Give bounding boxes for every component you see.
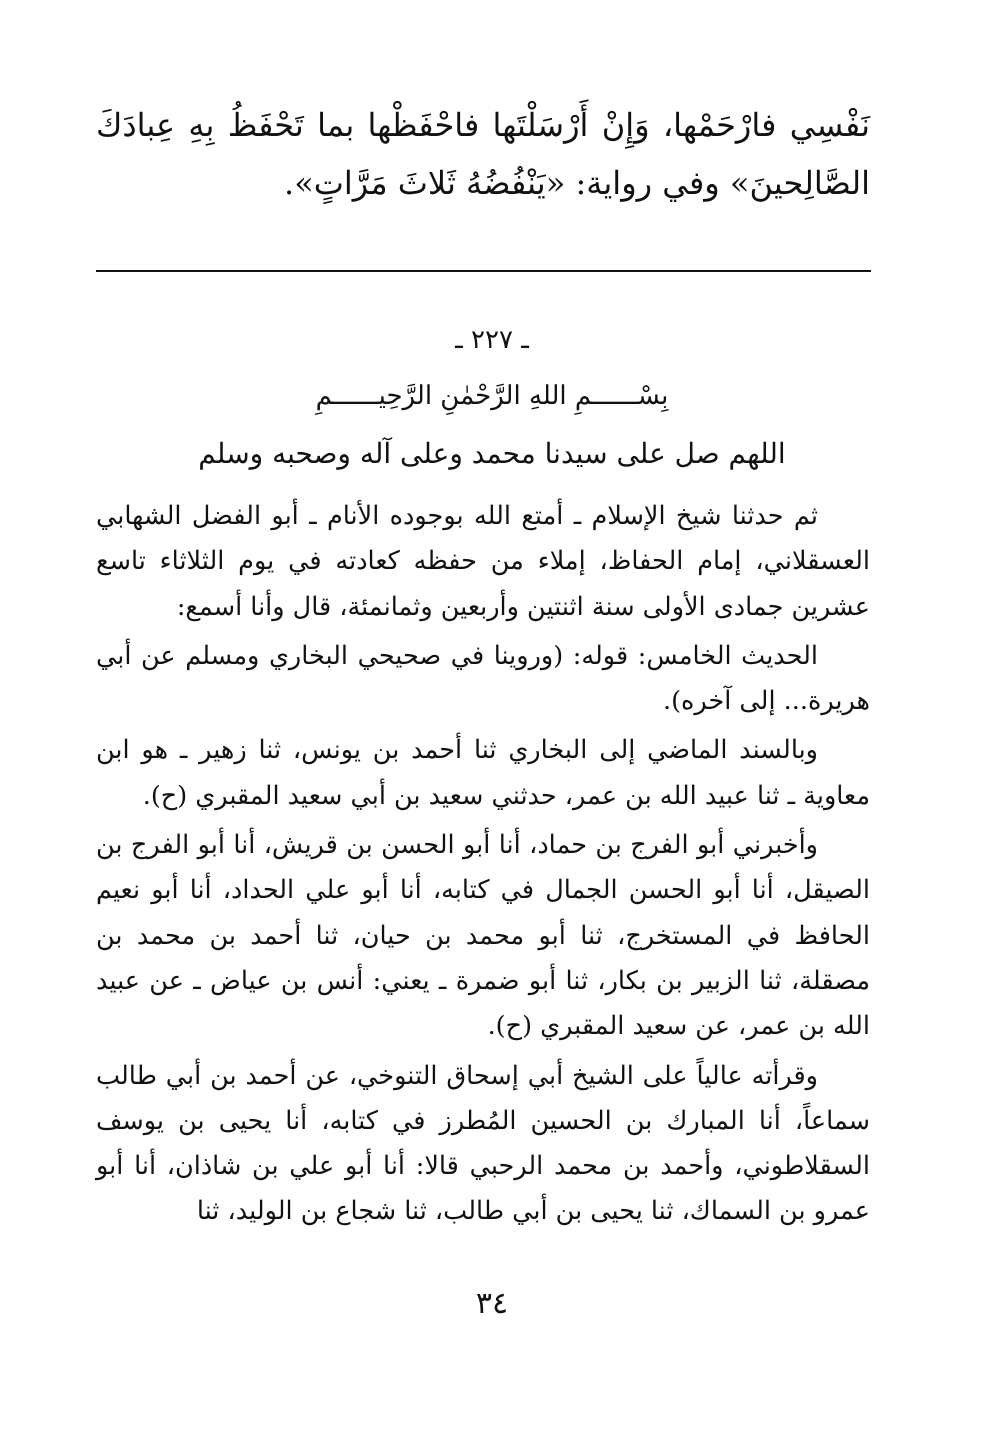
paragraph: ثم حدثنا شيخ الإسلام ـ أمتع الله بوجوده الأنام ـ أبو الفضل الشهابي العسقلاني، إمام الحفاظ، إملاء من حفظه كعادته في يوم الثلاثاء تاسع عشرين جمادى الأولى سنة اثنتين وأربعين وثمانمئة، قال وأنا أسمع: — [96, 501, 870, 622]
basmala-heading: بِسْــــــمِ اللهِ الرَّحْمٰنِ الرَّحِيــــــمِ — [315, 381, 669, 411]
main-text — [96, 494, 870, 1239]
paragraph: وبالسند الماضي إلى البخاري ثنا أحمد بن يونس، ثنا زهير ـ هو ابن معاوية ـ ثنا عبيد الله بن عمر، حدثني سعيد بن أبي سعيد المقبري (ح). — [96, 735, 870, 811]
section-divider — [96, 270, 871, 272]
footnote-continuation: نَفْسِي فارْحَمْها، وَإِنْ أَرْسَلْتَها فاحْفَظْها بما تَحْفَظُ بِهِ عِبادَكَ الصَّالِحينَ» وفي رواية: «يَنْفُضُهُ ثَلاثَ مَرَّاتٍ». — [96, 106, 870, 202]
paragraph: وقرأته عالياً على الشيخ أبي إسحاق التنوخي، عن أحمد بن أبي طالب سماعاً، أنا المبارك بن الحسين المُطرز في كتابه، أنا يحيى بن يوسف السقلاطوني، وأحمد بن محمد الرحبي قالا: أنا أبو علي بن شاذان، أنا أبو عمرو بن السماك، ثنا يحيى بن أبي طالب، ثنا شجاع بن الوليد، ثنا — [96, 1060, 870, 1227]
salawat-heading: اللهم صل على سيدنا محمد وعلى آله وصحبه وسلم — [198, 437, 786, 470]
paragraph: وأخبرني أبو الفرج بن حماد، أنا أبو الحسن بن قريش، أنا أبو الفرج بن الصيقل، أنا أبو الحسن الجمال في كتابه، أنا أبو علي الحداد، أنا أبو نعيم الحافظ في المستخرج، ثنا أبو محمد بن حيان، ثنا أحمد بن محمد بن مصقلة، ثنا الزبير بن بكار، ثنا أبو ضمرة ـ يعني: أنس بن عياض ـ عن عبيد الله بن عمر، عن سعيد المقبري (ح). — [96, 830, 870, 1042]
page-number: ٣٤ — [475, 1286, 509, 1321]
hadith-number: ـ ٢٢٧ ـ — [455, 325, 529, 355]
paragraph: الحديث الخامس: قوله: (وروينا في صحيحي البخاري ومسلم عن أبي هريرة... إلى آخره). — [96, 640, 870, 717]
